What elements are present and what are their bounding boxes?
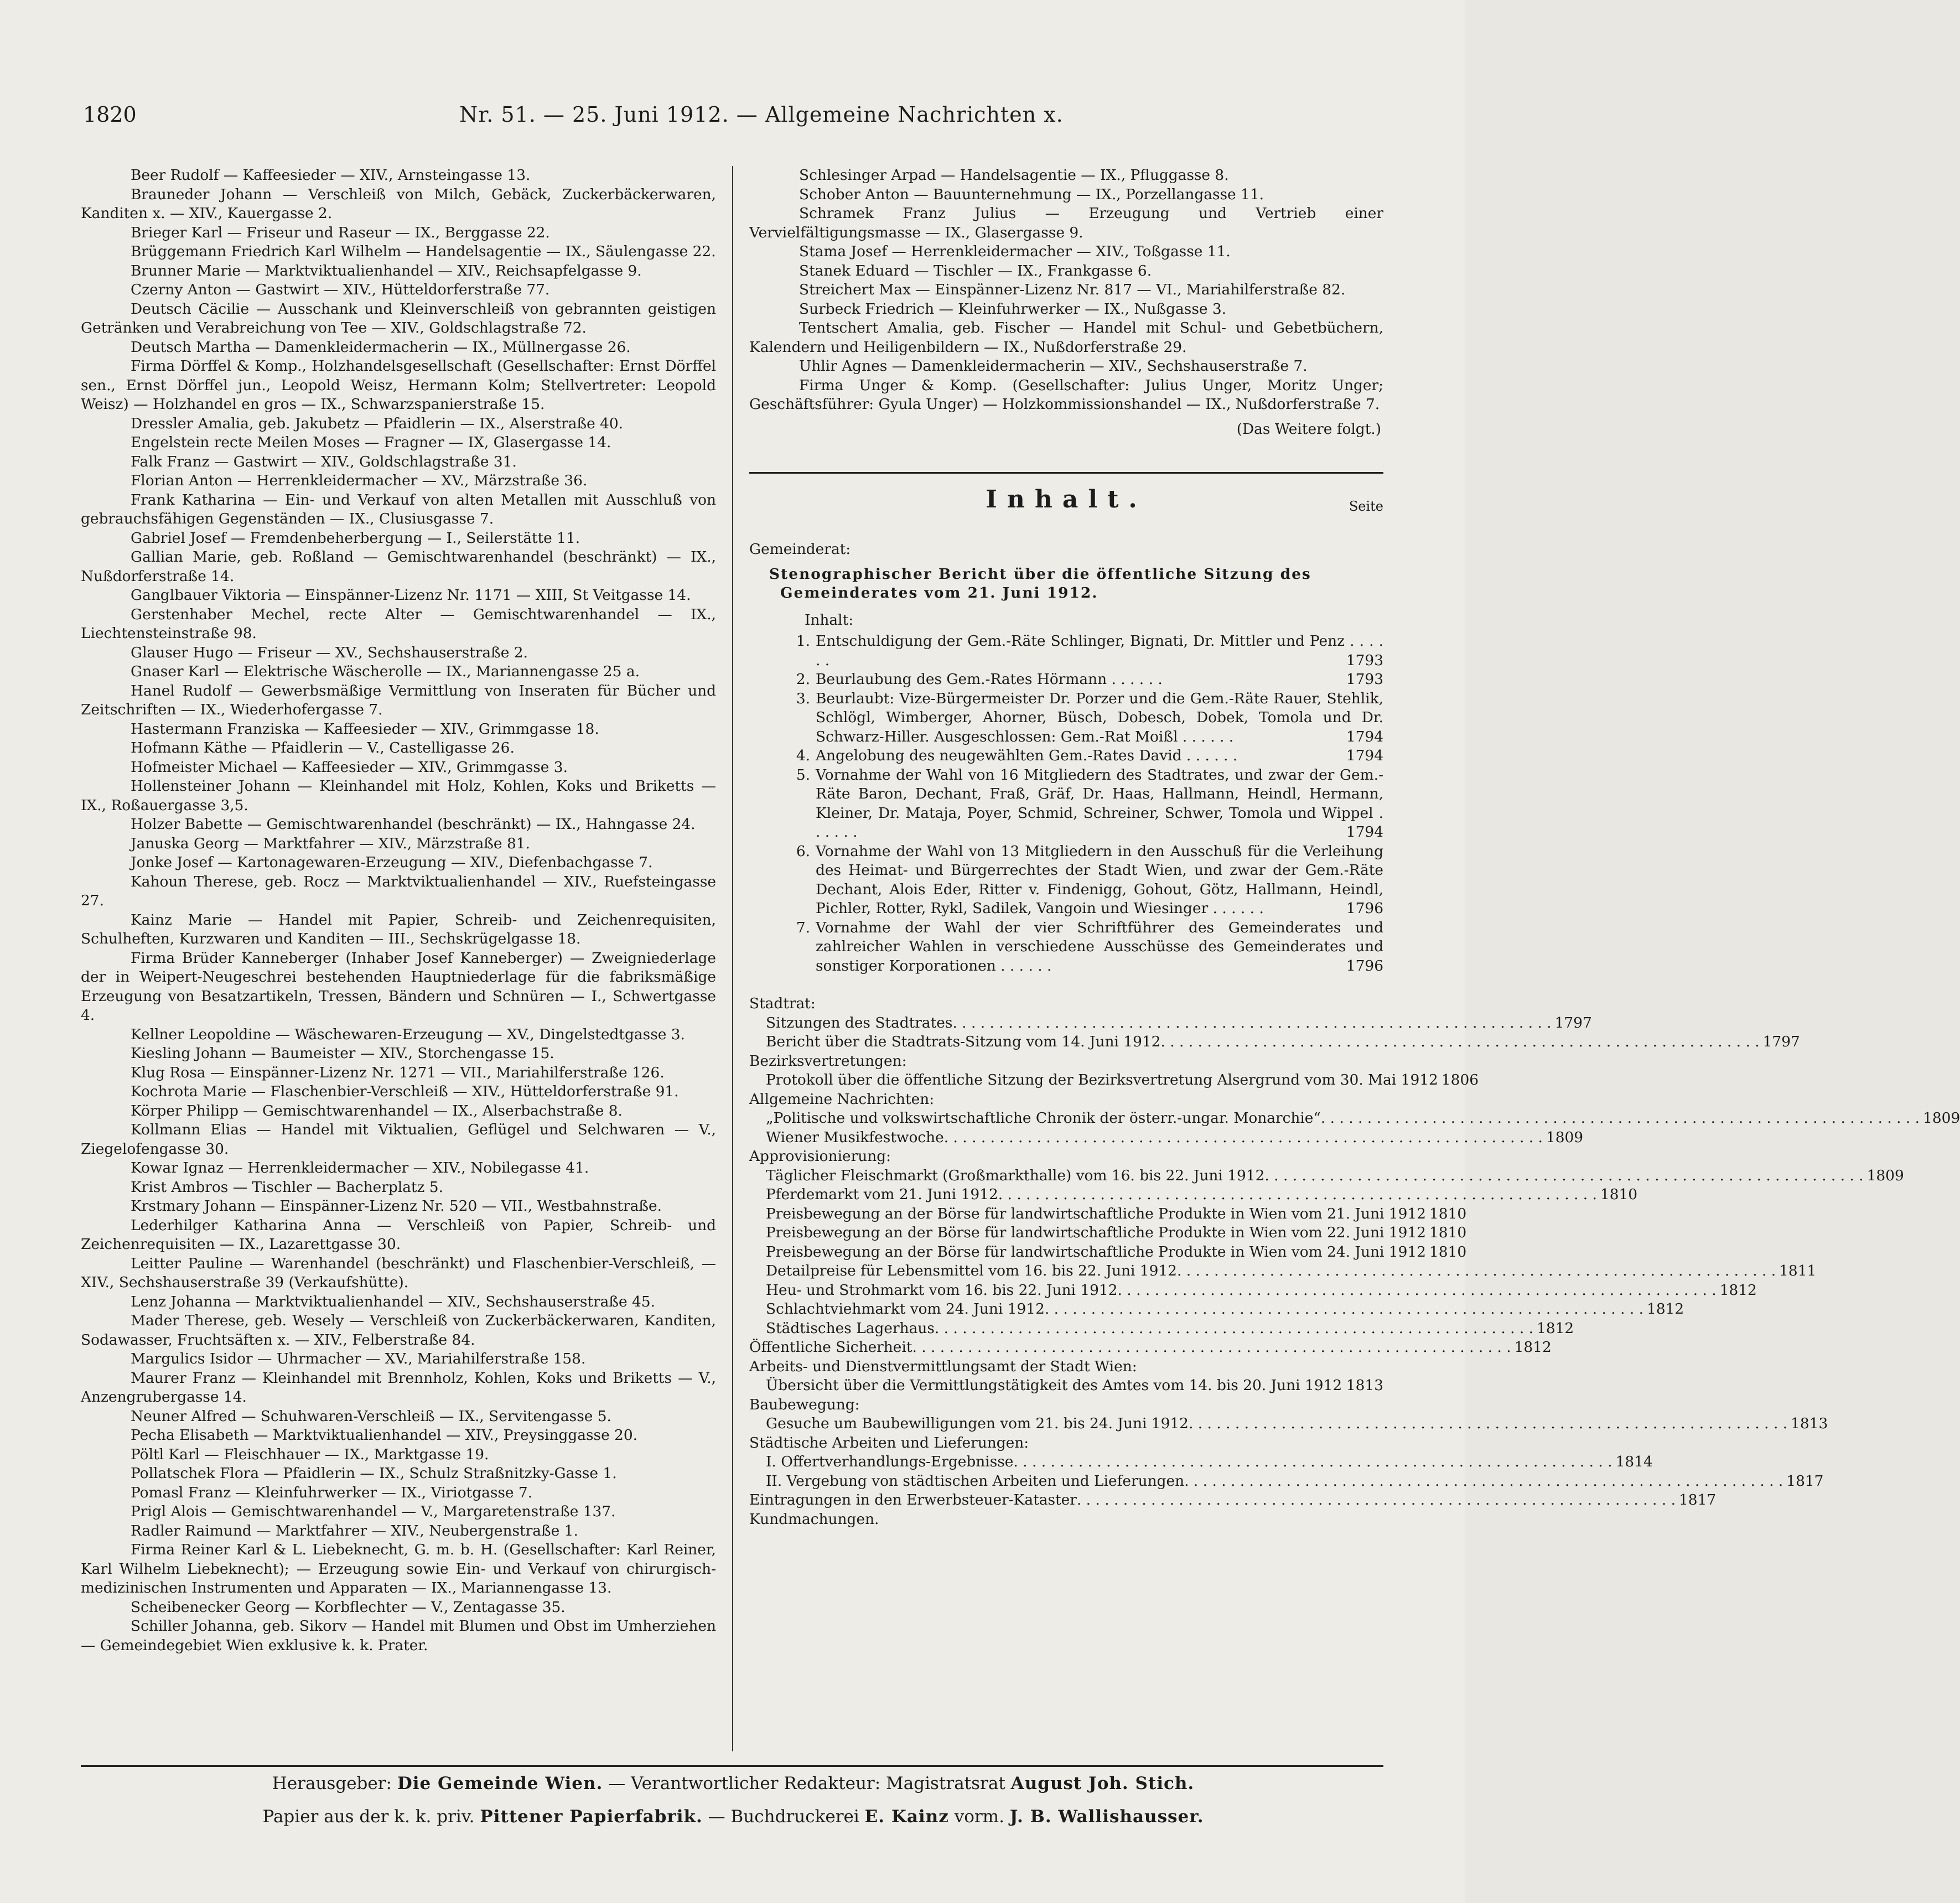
toc-entry-text: Angelobung des neugewählten Gem.-Rates David: [816, 747, 1182, 764]
register-entry: Firma Dörffel & Komp., Holzhandelsgesellschaft (Gesellschafter: Ernst Dörffel sen., Ernst Dörffel jun., Leopold Weisz, Hermann Kolm; Stellvertreter: Leopold Weisz) — Holzhandel en gros — IX., Schwarzspanierstraße 15.: [81, 357, 716, 413]
toc-entry: [749, 1376, 1383, 1396]
toc-leader: [912, 1338, 1511, 1357]
toc-entry-text: Detailpreise für Lebensmittel vom 16. bis 22. Juni 1912: [766, 1262, 1177, 1279]
register-entry: Engelstein recte Meilen Moses — Fragner — IX, Glasergasse 14.: [131, 434, 611, 451]
toc-bericht-title: Stenographischer Bericht über die öffentliche Sitzung des Gemeinderates vom 21. Juni 1912.: [769, 565, 1311, 602]
register-entry: Gabriel Josef — Fremdenbeherbergung — I., Seilerstätte 11.: [131, 529, 580, 547]
toc-entry-text: Protokoll über die öffentliche Sitzung der Bezirksvertretung Alsergrund vom 30. Mai 1912: [766, 1071, 1438, 1088]
register-entry: Dressler Amalia, geb. Jakubetz — Pfaidlerin — IX., Alserstraße 40.: [131, 414, 624, 432]
toc-entry-text: II. Vergebung von städtischen Arbeiten und Lieferungen: [766, 1472, 1185, 1490]
footer-publisher: [83, 1774, 1383, 1793]
toc-page-number: 1796: [1346, 957, 1383, 974]
register-entry: Schober Anton — Bauunternehmung — IX., Porzellangasse 11.: [799, 185, 1264, 203]
toc-section-label: Stadtrat:: [749, 995, 816, 1012]
toc-item-number: 5.: [796, 766, 810, 784]
toc-item-body: Beurlaubt: Vize-Bürgermeister Dr. Porzer und die Gem.-Räte Rauer, Stehlik, Schlögl, Wimberger, Ahorner, Büsch, Dobesch, Dobek, Tomola und Dr. Schwarz-Hiller. Ausgeschlossen: Gem.-Rat Moißl . . . . . . 1794: [816, 689, 1383, 747]
toc-entry-text: Preisbewegung an der Börse für landwirtschaftliche Produkte in Wien vom 21. Juni 1912: [766, 1205, 1426, 1222]
register-entry: Uhlir Agnes — Damenkleidermacherin — XIV., Sechshauserstraße 7.: [799, 357, 1308, 375]
toc-section-label: Baubewegung:: [749, 1396, 860, 1413]
toc-leader: [944, 1128, 1543, 1148]
toc-entry-text: Bericht über die Stadtrats-Sitzung vom 14. Juni 1912: [766, 1033, 1161, 1050]
footer-text: vorm.: [954, 1807, 1004, 1827]
register-entry: Brauneder Johann — Verschleiß von Milch, Gebäck, Zuckerbäckerwaren, Kanditen x. — XIV., Kauergasse 2.: [81, 185, 716, 222]
register-entry: Gerstenhaber Mechel, recte Alter — Gemischtwarenhandel — IX., Liechtensteinstraße 98.: [81, 605, 716, 642]
register-entry: Neuner Alfred — Schuhwaren-Verschleiß — IX., Servitengasse 5.: [131, 1407, 611, 1425]
toc-leader: [1184, 1472, 1783, 1491]
toc-entry: [749, 1014, 1592, 1033]
register-entry: Pöltl Karl — Fleischhauer — IX., Marktgasse 19.: [131, 1445, 489, 1463]
toc-leader: [935, 1319, 1533, 1339]
register-entry: Czerny Anton — Gastwirt — XIV., Hütteldorferstraße 77.: [131, 281, 550, 298]
toc-entry-text: Eintragungen in den Erwerbsteuer-Kataster: [749, 1491, 1077, 1508]
register-entry: Glauser Hugo — Friseur — XV., Sechshauserstraße 2.: [131, 644, 528, 661]
toc-page-number: 1817: [1679, 1491, 1717, 1508]
register-entry: Prigl Alois — Gemischtwarenhandel — V., Margaretenstraße 137.: [131, 1503, 616, 1520]
register-entry: Gallian Marie, geb. Roßland — Gemischtwarenhandel (beschränkt) — IX., Nußdorferstraße 14.: [81, 548, 716, 585]
register-entry: Hanel Rudolf — Gewerbsmäßige Vermittlung von Inseraten für Bücher und Zeitschriften — IX., Wiederhofergasse 7.: [81, 682, 716, 718]
toc-item-number: 1.: [796, 632, 810, 650]
register-entry: Krstmary Johann — Einspänner-Lizenz Nr. 520 — VII., Westbahnstraße.: [131, 1197, 662, 1215]
toc-entry-text: Wiener Musikfestwoche: [766, 1128, 944, 1146]
toc-leader: [952, 1014, 1551, 1033]
toc-section-label: Arbeits- und Dienstvermittlungsamt der Stadt Wien:: [749, 1357, 1137, 1375]
toc-leader: [1013, 1453, 1612, 1472]
register-entry: Firma Reiner Karl & L. Liebeknecht, G. m. b. H. (Gesellschafter: Karl Reiner, Karl Wilhelm Liebeknecht); — Erzeugung sowie Ein- und Verkauf von chirurgisch-medizinischen Instrumenten und Apparaten — IX., Mariannengasse 13.: [81, 1541, 716, 1596]
right-entries: [749, 166, 1383, 414]
register-entry: Florian Anton — Herrenkleidermacher — XV., Märzstraße 36.: [131, 472, 588, 489]
register-entry: Jonke Josef — Kartonagewaren-Erzeugung — XIV., Diefenbachgasse 7.: [131, 854, 653, 871]
toc-item-number: 3.: [796, 689, 810, 707]
toc-entry-text: Gesuche um Baubewilligungen vom 21. bis 24. Juni 1912: [766, 1415, 1189, 1432]
register-entry: Stanek Eduard — Tischler — IX., Frankgasse 6.: [799, 262, 1152, 279]
register-entry: Lederhilger Katharina Anna — Verschleiß von Papier, Schreib- und Zeichenrequisiten — IX., Lazarettgasse 30.: [81, 1216, 716, 1253]
footer-publisher-name: Die Gemeinde Wien.: [397, 1774, 603, 1793]
register-entry: Schlesinger Arpad — Handelsagentie — IX., Pfluggasse 8.: [799, 167, 1229, 184]
toc-leader: [1177, 1262, 1776, 1281]
toc-page-number: 1810: [1429, 1205, 1467, 1222]
toc-item-body: Vornahme der Wahl der vier Schriftführer des Gemeinderates und zahlreicher Wahlen in verschiedene Ausschüsse des Gemeinderates und sonstiger Korporationen . . . . . . 1796: [816, 919, 1383, 976]
toc-leader: [1189, 1414, 1787, 1434]
toc-page-label: Seite: [1349, 499, 1383, 514]
toc-entry: [749, 1319, 1574, 1339]
register-entry: Radler Raimund — Marktfahrer — XIV., Neubergenstraße 1.: [131, 1522, 578, 1539]
toc-entry-text: „Politische und volkswirtschaftliche Chronik der österr.-ungar. Monarchie“: [766, 1109, 1321, 1127]
toc-item-body: Beurlaubung des Gem.-Rates Hörmann . . . . . . 1793: [816, 670, 1383, 689]
register-entry: Schiller Johanna, geb. Sikorv — Handel mit Blumen und Obst im Umherziehen — Gemeindegebiet Wien exklusive k. k. Prater.: [81, 1617, 716, 1654]
toc-item: [749, 746, 1383, 766]
register-entry: Pecha Elisabeth — Marktviktualienhandel — XIV., Preysinggasse 20.: [131, 1427, 638, 1444]
toc-page-number: 1810: [1429, 1224, 1467, 1241]
toc-entry-text: Städtisches Lagerhaus: [766, 1319, 935, 1337]
toc-title: Inhalt.: [986, 485, 1147, 514]
toc-entry: [749, 1071, 1479, 1090]
toc-entry: [749, 1109, 1960, 1128]
toc-entry-text: Heu- und Strohmarkt vom 16. bis 22. Juni 1912: [766, 1281, 1118, 1299]
toc-entry: [749, 1491, 1717, 1510]
register-entry: Deutsch Martha — Damenkleidermacherin — IX., Müllnergasse 26.: [131, 338, 631, 356]
register-entry: Tentschert Amalia, geb. Fischer — Handel mit Schul- und Gebetbüchern, Kalendern und Heiligenbildern — IX., Nußdorferstraße 29.: [749, 319, 1383, 356]
toc-entry: [749, 1128, 1584, 1148]
register-entry: Margulics Isidor — Uhrmacher — XV., Mariahilferstraße 158.: [131, 1350, 586, 1367]
register-entry: Scheibenecker Georg — Korbflechter — V., Zentagasse 35.: [131, 1598, 566, 1616]
toc-page-number: 1797: [1554, 1014, 1592, 1031]
register-entry: Hofmeister Michael — Kaffeesieder — XIV., Grimmgasse 3.: [131, 758, 568, 776]
toc-leader: [1321, 1109, 1920, 1128]
register-entry: Mader Therese, geb. Wesely — Verschleiß von Zuckerbäckerwaren, Kanditen, Sodawasser, Fruchtsäften x. — XIV., Felberstraße 84.: [81, 1312, 716, 1349]
toc-page-number: 1809: [1923, 1109, 1960, 1127]
register-entry: Klug Rosa — Einspänner-Lizenz Nr. 1271 — VII., Mariahilferstraße 126.: [131, 1064, 665, 1081]
register-entry: Körper Philipp — Gemischtwarenhandel — IX., Alserbachstraße 8.: [131, 1102, 623, 1119]
register-entry: Deutsch Cäcilie — Ausschank und Kleinverschleiß von gebrannten geistigen Getränken und Verabreichung von Tee — XIV., Goldschlagstraße 72.: [81, 300, 716, 336]
register-entry: Leitter Pauline — Warenhandel (beschränkt) und Flaschenbier-Verschleiß, — XIV., Sechshauserstraße 39 (Verkaufshütte).: [81, 1254, 716, 1291]
toc-page-number: 1806: [1441, 1071, 1479, 1088]
footer-printer-name: E. Kainz: [864, 1807, 949, 1827]
toc-leader: [1160, 1033, 1759, 1052]
toc-inhalt-label: Inhalt:: [805, 611, 854, 629]
page-title: Nr. 51. — 25. Juni 1912. — Allgemeine Nachrichten x.: [459, 102, 1064, 127]
toc-entry: [749, 1472, 1824, 1491]
toc-section-label: Approvisionierung:: [749, 1148, 891, 1165]
register-entry: Stama Josef — Herrenkleidermacher — XIV., Toßgasse 11.: [799, 243, 1231, 260]
toc-item-number: 4.: [796, 747, 810, 764]
register-entry: Brunner Marie — Marktviktualienhandel — XIV., Reichsapfelgasse 9.: [131, 262, 642, 279]
toc-page-number: 1812: [1514, 1339, 1552, 1356]
toc-item-body: Entschuldigung der Gem.-Räte Schlinger, Bignati, Dr. Mittler und Penz . . . . . . 1793: [816, 632, 1383, 670]
toc-section-label: Städtische Arbeiten und Lieferungen:: [749, 1434, 1029, 1451]
register-entry: Brüggemann Friedrich Karl Wilhelm — Handelsagentie — IX., Säulengasse 22.: [131, 243, 716, 260]
page-header: [83, 102, 1383, 136]
register-entry: Streichert Max — Einspänner-Lizenz Nr. 817 — VI., Mariahilferstraße 82.: [799, 281, 1346, 298]
register-entry: Kollmann Elias — Handel mit Viktualien, Geflügel und Selchwaren — V., Ziegelofengasse 30.: [81, 1121, 716, 1158]
toc-page-number: 1797: [1762, 1033, 1800, 1050]
toc-entry: [749, 1243, 1467, 1262]
toc-page-number: 1794: [1346, 823, 1383, 841]
register-entry: Brieger Karl — Friseur und Raseur — IX., Berggasse 22.: [131, 224, 550, 241]
toc-entry-text: Preisbewegung an der Börse für landwirtschaftliche Produkte in Wien vom 22. Juni 1912: [766, 1224, 1426, 1241]
toc-page-number: 1810: [1429, 1243, 1467, 1261]
footer-rule: [81, 1765, 1383, 1767]
toc-item-number: 7.: [796, 919, 810, 936]
toc-leader: [1045, 1300, 1643, 1319]
toc-leader: [1118, 1281, 1717, 1300]
toc-leader: [1077, 1491, 1676, 1510]
toc-entry-text: Preisbewegung an der Börse für landwirtschaftliche Produkte in Wien vom 24. Juni 1912: [766, 1243, 1426, 1261]
left-column: [81, 166, 716, 1655]
toc-entry-text: Sitzungen des Stadtrates: [766, 1014, 953, 1031]
toc-page-number: 1812: [1719, 1281, 1757, 1299]
footer-text: Papier aus der k. k. priv.: [262, 1807, 475, 1827]
register-entry: Firma Unger & Komp. (Gesellschafter: Julius Unger, Moritz Unger; Geschäftsführer: Gyula Unger) — Holzkommissionshandel — IX., Nußdorferstraße 7.: [749, 376, 1383, 413]
toc-entry: [749, 1338, 1552, 1357]
toc-page-number: 1810: [1600, 1186, 1638, 1203]
toc-numbered-items: [749, 632, 1383, 976]
register-entry: Kahoun Therese, geb. Rocz — Marktviktualienhandel — XIV., Ruefsteingasse 27.: [81, 873, 716, 909]
register-entry: Firma Brüder Kanneberger (Inhaber Josef Kanneberger) — Zweigniederlage der in Weipert-Neugeschrei bestehenden Hauptniederlage für die fabriksmäßige Erzeugung von Besatzartikeln, Tressen, Bändern und Schnüren — I., Schwertgasse 4.: [81, 949, 716, 1024]
toc-item: [749, 670, 1383, 689]
register-entry: Kiesling Johann — Baumeister — XIV., Storchengasse 15.: [131, 1045, 554, 1062]
register-entry: Kainz Marie — Handel mit Papier, Schreib- und Zeichenrequisiten, Schulheften, Kurzwaren und Kanditen — III., Sechskrügelgasse 18.: [81, 911, 716, 947]
toc-header: [749, 485, 1383, 540]
toc-item: [749, 919, 1383, 976]
toc-section-label: Allgemeine Nachrichten:: [749, 1090, 935, 1108]
register-entry: Hofmann Käthe — Pfaidlerin — V., Castelligasse 26.: [131, 739, 515, 756]
toc-page-number: 1811: [1779, 1262, 1817, 1279]
toc-entry-text: Öffentliche Sicherheit: [749, 1339, 912, 1356]
toc-page-number: 1812: [1647, 1300, 1684, 1318]
register-entry: Hastermann Franziska — Kaffeesieder — XIV., Grimmgasse 18.: [131, 720, 599, 738]
register-entry: Schramek Franz Julius — Erzeugung und Vertrieb einer Vervielfältigungsmasse — IX., Glasergasse 9.: [749, 205, 1383, 241]
toc-entry: [749, 1414, 1828, 1434]
toc-item: [749, 766, 1383, 842]
continued-note: (Das Weitere folgt.): [1236, 420, 1381, 438]
toc-item-body: Vornahme der Wahl von 13 Mitgliedern in den Ausschuß für die Verleihung des Heimat- und Bürgerrechtes der Stadt Wien, und zwar der Gem.-Räte Dechant, Alois Eder, Ritter v. Findenigg, Gohout, Götz, Hallmann, Heindl, Pichler, Rotter, Rykl, Sadilek, Vangoin und Wiesinger . . . . . . 1796: [816, 842, 1383, 919]
toc-entry: [749, 1223, 1467, 1243]
toc-entry-text: Schlachtviehmarkt vom 24. Juni 1912: [766, 1300, 1045, 1318]
column-divider: [732, 166, 733, 1751]
toc-page-number: 1813: [1346, 1377, 1383, 1394]
toc-entry-text: Entschuldigung der Gem.-Räte Schlinger, Bignati, Dr. Mittler und Penz: [816, 632, 1345, 650]
register-entry: Holzer Babette — Gemischtwarenhandel (beschränkt) — IX., Hahngasse 24.: [131, 816, 696, 833]
toc-entry-text: Pferdemarkt vom 21. Juni 1912: [766, 1186, 998, 1203]
footer-editor-name: August Joh. Stich.: [1010, 1774, 1195, 1793]
toc-leader: [998, 1185, 1597, 1205]
register-entry: Krist Ambros — Tischler — Bacherplatz 5.: [131, 1178, 443, 1196]
toc-sections: [749, 994, 1960, 1529]
footer-paper-maker: Pittener Papierfabrik.: [480, 1807, 703, 1827]
toc-entry-text: Übersicht über die Vermittlungstätigkeit des Amtes vom 14. bis 20. Juni 1912: [766, 1377, 1342, 1394]
toc-page-number: 1812: [1537, 1319, 1574, 1337]
toc-page-number: 1814: [1615, 1453, 1653, 1470]
toc-page-number: 1794: [1346, 728, 1383, 745]
toc-entry: [749, 1205, 1467, 1224]
toc-page-number: 1813: [1791, 1415, 1828, 1432]
register-entry: Pollatschek Flora — Pfaidlerin — IX., Schulz Straßnitzky-Gasse 1.: [131, 1465, 617, 1482]
toc-item-number: 2.: [796, 671, 810, 688]
register-entry: Lenz Johanna — Marktviktualienhandel — XIV., Sechshauserstraße 45.: [131, 1293, 655, 1310]
toc-entry: [749, 1453, 1653, 1472]
register-entry: Kochrota Marie — Flaschenbier-Verschleiß — XIV., Hütteldorferstraße 91.: [131, 1083, 679, 1100]
footer-text: — Verantwortlicher Redakteur: Magistratsrat: [608, 1774, 1005, 1793]
footer-text: Herausgeber:: [272, 1774, 392, 1793]
toc-page-number: 1796: [1346, 900, 1383, 917]
toc-entry-text: Vornahme der Wahl der vier Schriftführer des Gemeinderates und zahlreicher Wahlen in verschiedene Ausschüsse des Gemeinderates und sonstiger Korporationen: [816, 919, 1383, 974]
toc-entry: [749, 1281, 1757, 1300]
toc-item-body: Angelobung des neugewählten Gem.-Rates David . . . . . . 1794: [816, 746, 1383, 766]
toc-page-number: 1817: [1786, 1472, 1824, 1490]
register-entry: Maurer Franz — Kleinhandel mit Brennholz, Kohlen, Koks und Briketts — V., Anzengrubergasse 14.: [81, 1369, 716, 1406]
toc-page-number: 1793: [1346, 651, 1383, 669]
toc-entry-text: I. Offertverhandlungs-Ergebnisse: [766, 1453, 1014, 1470]
register-entry: Gnaser Karl — Elektrische Wäscherolle — IX., Mariannengasse 25 a.: [131, 663, 640, 680]
footer-printer-former: J. B. Wallishausser.: [1009, 1807, 1204, 1827]
toc-entry: [749, 1262, 1817, 1281]
toc-section-label: Bezirksvertretungen:: [749, 1052, 907, 1070]
section-divider: [749, 472, 1383, 474]
toc-entry-text: Beurlaubung des Gem.-Rates Hörmann: [816, 671, 1107, 688]
toc-page-number: 1809: [1866, 1166, 1904, 1184]
right-column: [749, 166, 1960, 1529]
toc-entry: [749, 1300, 1684, 1319]
register-entry: Falk Franz — Gastwirt — XIV., Goldschlagstraße 31.: [131, 453, 517, 470]
register-entry: Kellner Leopoldine — Wäschewaren-Erzeugung — XV., Dingelstedtgasse 3.: [131, 1025, 685, 1043]
toc-leader: [1264, 1166, 1863, 1186]
page-number: 1820: [83, 102, 137, 127]
toc-entry: [749, 1185, 1638, 1205]
toc-entry-text: Vornahme der Wahl von 16 Mitgliedern des Stadtrates, und zwar der Gem.-Räte Baron, Dechant, Fraß, Gräf, Dr. Haas, Hallmann, Heindl, Hermann, Kleiner, Dr. Mataja, Poyer, Schmid, Schreiner, Schwer, Tomola und Wippel: [816, 766, 1383, 822]
register-entry: Kowar Ignaz — Herrenkleidermacher — XIV., Nobilegasse 41.: [131, 1159, 589, 1176]
footer-text: — Buchdruckerei: [708, 1807, 859, 1827]
register-entry: Frank Katharina — Ein- und Verkauf von alten Metallen mit Ausschluß von gebrauchsfähigen Gegenständen — IX., Clusiusgasse 7.: [81, 491, 716, 527]
register-entry: Pomasl Franz — Kleinfuhrwerker — IX., Viriotgasse 7.: [131, 1484, 533, 1501]
toc-item: [749, 632, 1383, 670]
toc-item: [749, 842, 1383, 919]
toc-section-gemeinderat: Gemeinderat:: [749, 541, 851, 558]
toc-entry-text: Vornahme der Wahl von 13 Mitgliedern in den Ausschuß für die Verleihung des Heimat- und Bürgerrechtes der Stadt Wien, und zwar der Gem.-Räte Dechant, Alois Eder, Ritter v. Findenigg, Gohout, Götz, Hallmann, Heindl, Pichler, Rotter, Rykl, Sadilek, Vangoin und Wiesinger: [816, 842, 1383, 917]
register-entry: Surbeck Friedrich — Kleinfuhrwerker — IX., Nußgasse 3.: [799, 300, 1227, 318]
toc-page-number: 1809: [1546, 1128, 1584, 1146]
register-entry: Beer Rudolf — Kaffeesieder — XIV., Arnsteingasse 13.: [131, 167, 531, 184]
toc-item: [749, 689, 1383, 747]
footer-printer: [83, 1807, 1383, 1827]
register-entry: Januska Georg — Marktfahrer — XIV., Märzstraße 81.: [131, 834, 530, 852]
toc-page-number: 1793: [1346, 671, 1383, 688]
toc-item-number: 6.: [796, 842, 810, 860]
toc-entry-text: Beurlaubt: Vize-Bürgermeister Dr. Porzer und die Gem.-Räte Rauer, Stehlik, Schlögl, Wimberger, Ahorner, Büsch, Dobesch, Dobek, Tomola und Dr. Schwarz-Hiller. Ausgeschlossen: Gem.-Rat Moißl: [816, 689, 1383, 745]
toc-section-label: Kundmachungen.: [749, 1510, 879, 1528]
toc-page-number: 1794: [1346, 747, 1383, 764]
register-entry: Ganglbauer Viktoria — Einspänner-Lizenz Nr. 1171 — XIII, St Veitgasse 14.: [131, 587, 691, 604]
toc-entry: [749, 1033, 1800, 1052]
toc-entry: [749, 1166, 1904, 1186]
register-entry: Hollensteiner Johann — Kleinhandel mit Holz, Kohlen, Koks und Briketts — IX., Roßauergasse 3,5.: [81, 777, 716, 814]
toc-item-body: Vornahme der Wahl von 16 Mitgliedern des Stadtrates, und zwar der Gem.-Räte Baron, Dechant, Fraß, Gräf, Dr. Haas, Hallmann, Heindl, Hermann, Kleiner, Dr. Mataja, Poyer, Schmid, Schreiner, Schwer, Tomola und Wippel . . . . . . 1794: [816, 766, 1383, 842]
toc-entry-text: Täglicher Fleischmarkt (Großmarkthalle) vom 16. bis 22. Juni 1912: [766, 1166, 1265, 1184]
